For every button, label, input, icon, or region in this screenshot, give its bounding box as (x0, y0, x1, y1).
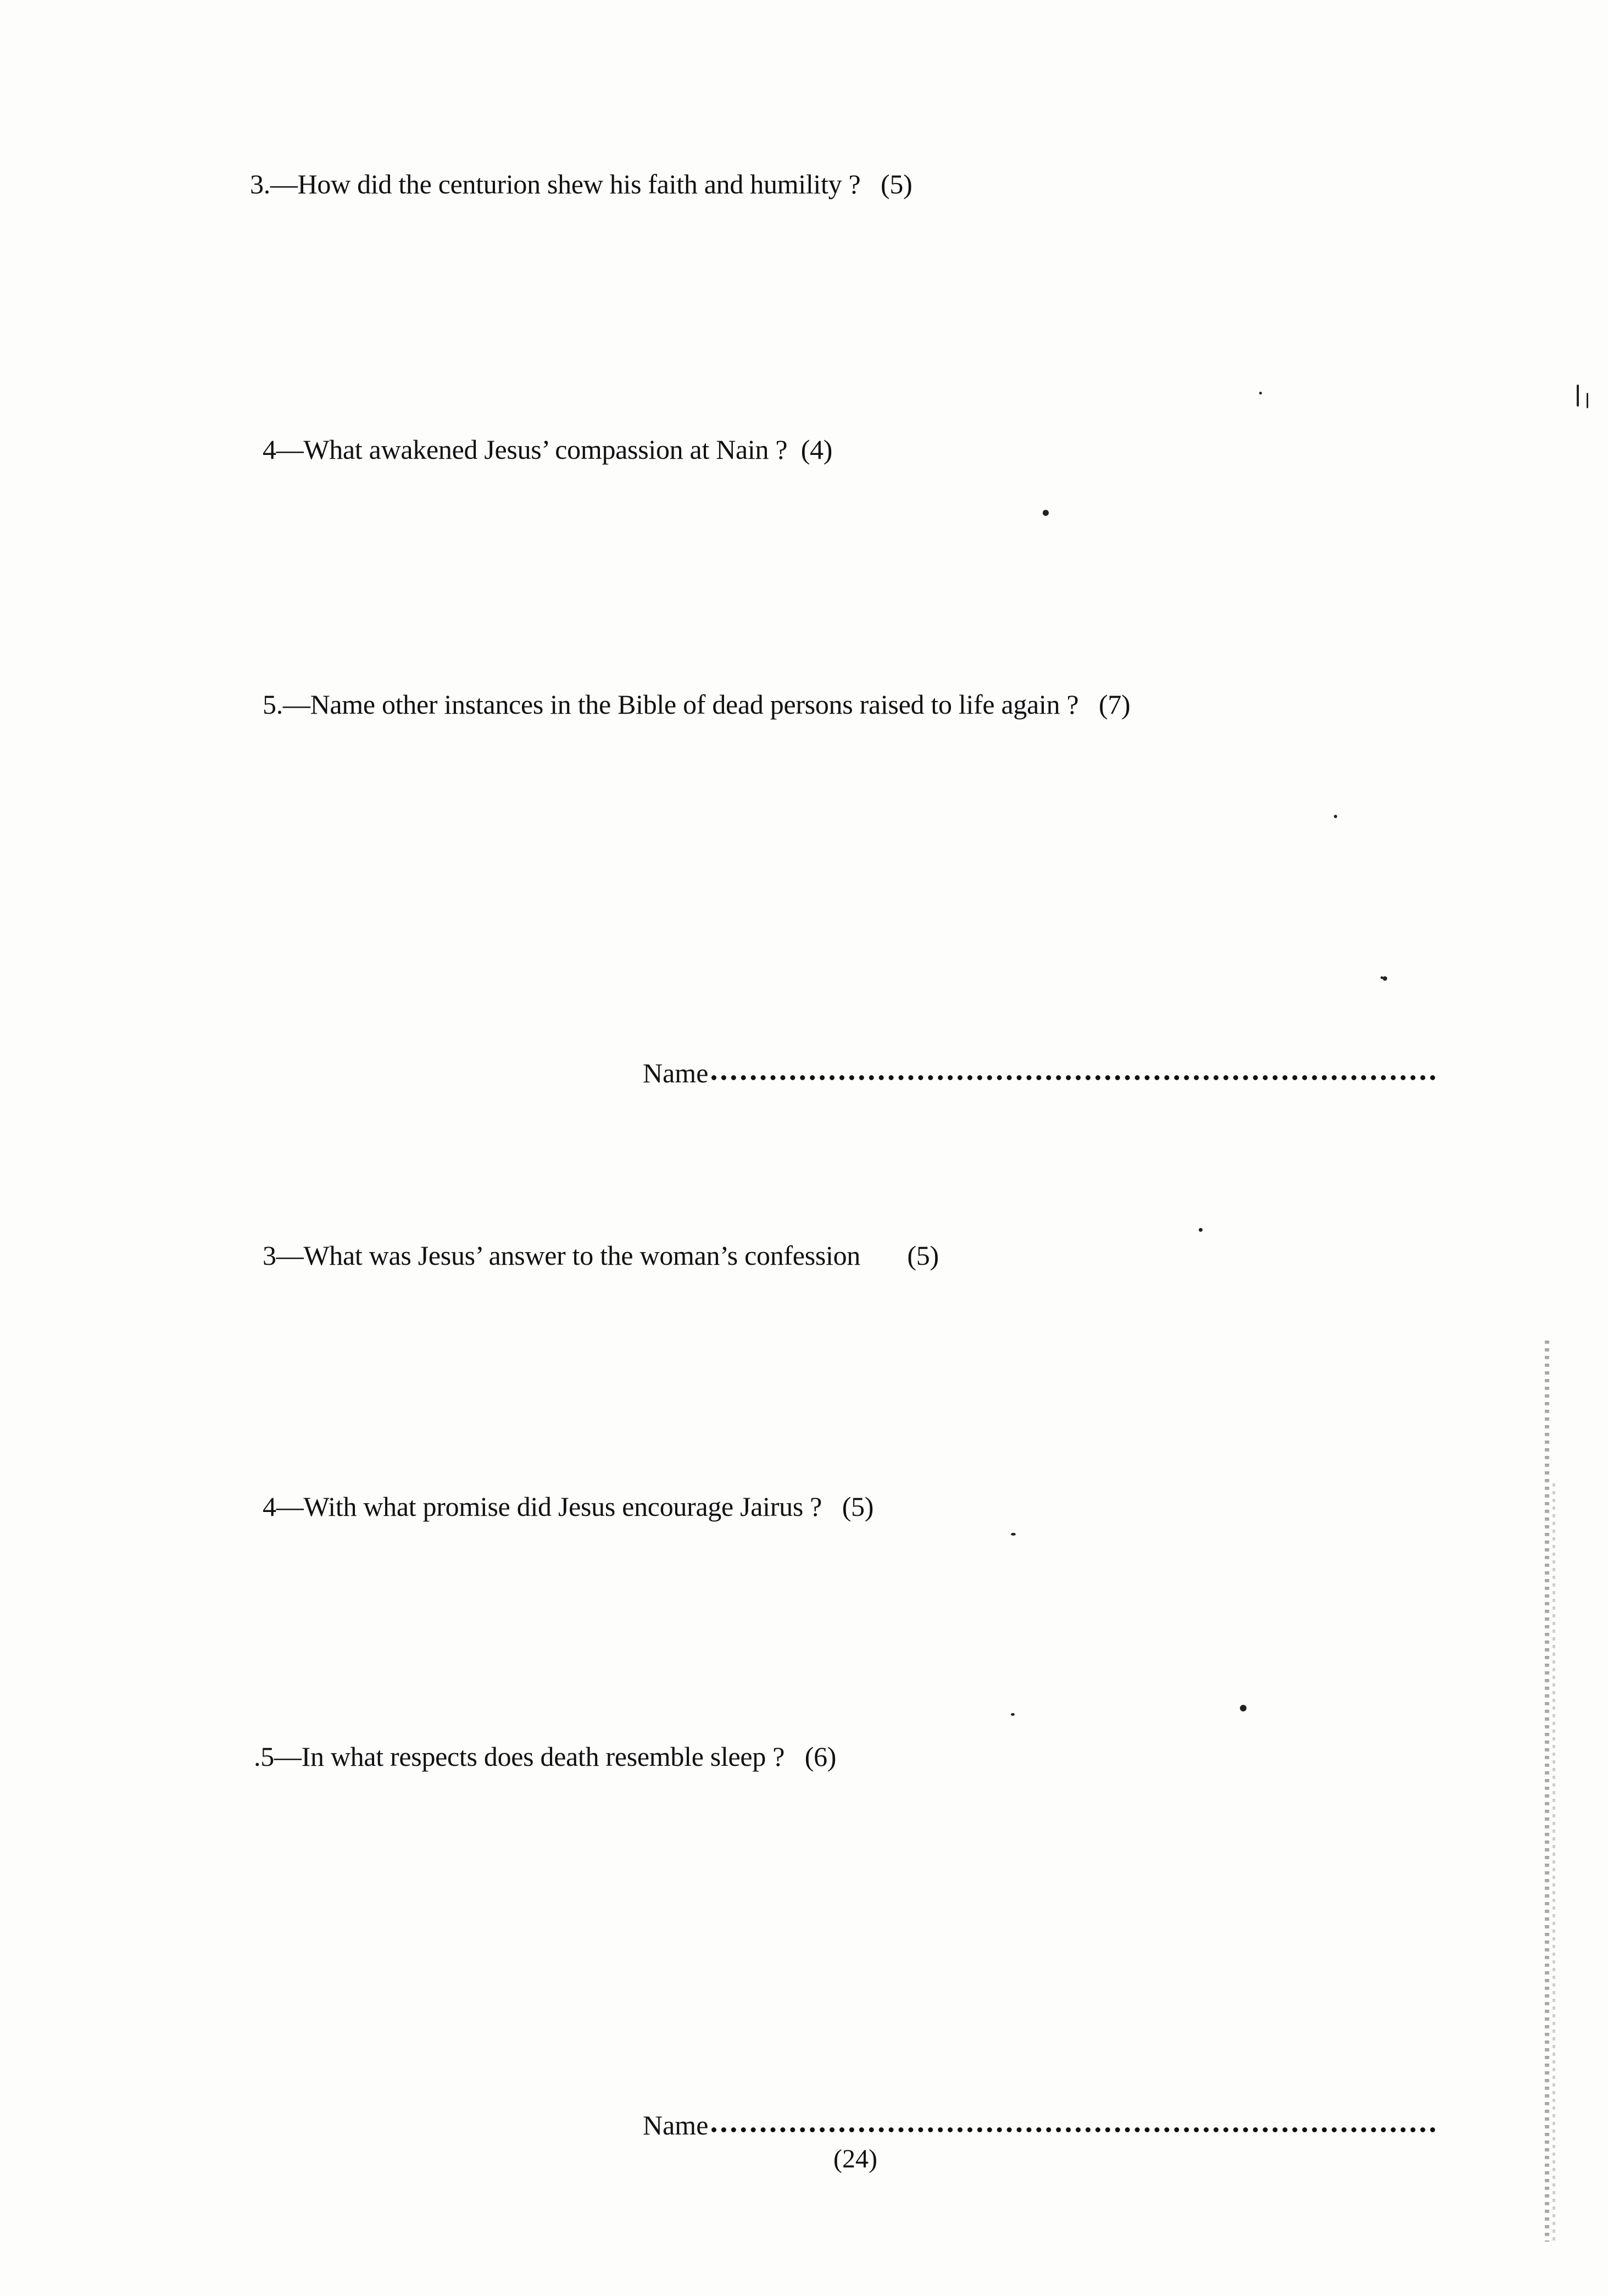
scan-speck (1334, 815, 1337, 818)
question-text: —How did the centurion shew his faith and humility ? (270, 169, 861, 199)
scan-speck (1240, 1705, 1247, 1711)
question-marks: (4) (800, 434, 833, 465)
question-marks: (6) (804, 1741, 837, 1772)
question-number: .5 (254, 1741, 274, 1772)
question-number: 4 (263, 434, 276, 465)
question-number: 3 (263, 1240, 276, 1271)
scan-edge-shadow (1545, 1341, 1549, 2242)
question-text: —Name other instances in the Bible of dead persons raised to life again ? (282, 689, 1079, 720)
question-3-centurion (250, 168, 912, 201)
question-text: —What was Jesus’ answer to the woman’s confession (276, 1240, 861, 1271)
scan-speck (1043, 510, 1049, 516)
scan-speck (1381, 976, 1383, 979)
name-field-1[interactable] (643, 1057, 1435, 1089)
scan-speck (1577, 385, 1579, 407)
name-dotted-line (711, 2127, 1435, 2132)
scan-speck (1199, 1228, 1203, 1232)
question-5-sleep (254, 1740, 836, 1773)
question-marks: (5) (907, 1240, 939, 1271)
question-text: —In what respects does death resemble sleep ? (274, 1741, 785, 1772)
scan-speck (1383, 976, 1387, 981)
name-label: Name (643, 2110, 709, 2141)
question-4-nain (263, 433, 832, 466)
scan-speck (1011, 1533, 1016, 1536)
question-number: 4 (263, 1491, 276, 1522)
question-number: 3. (250, 169, 270, 199)
scan-edge-shadow (1553, 1483, 1555, 2242)
scan-speck (1259, 392, 1262, 394)
question-marks: (7) (1098, 689, 1131, 720)
name-field-2[interactable] (643, 2109, 1435, 2142)
question-number: 5. (263, 689, 283, 720)
page-number: (24) (833, 2144, 877, 2173)
name-label: Name (643, 1058, 709, 1088)
question-text: —With what promise did Jesus encourage Jairus ? (276, 1491, 822, 1522)
question-3-confession (263, 1239, 939, 1272)
question-marks: (5) (881, 169, 913, 199)
question-4-jairus (263, 1490, 873, 1523)
question-marks: (5) (842, 1491, 874, 1522)
scan-speck (1587, 393, 1588, 408)
name-dotted-line (711, 1075, 1435, 1080)
question-text: —What awakened Jesus’ compassion at Nain ? (276, 434, 788, 465)
scan-speck (1011, 1713, 1015, 1716)
question-5-raised (263, 688, 1130, 721)
